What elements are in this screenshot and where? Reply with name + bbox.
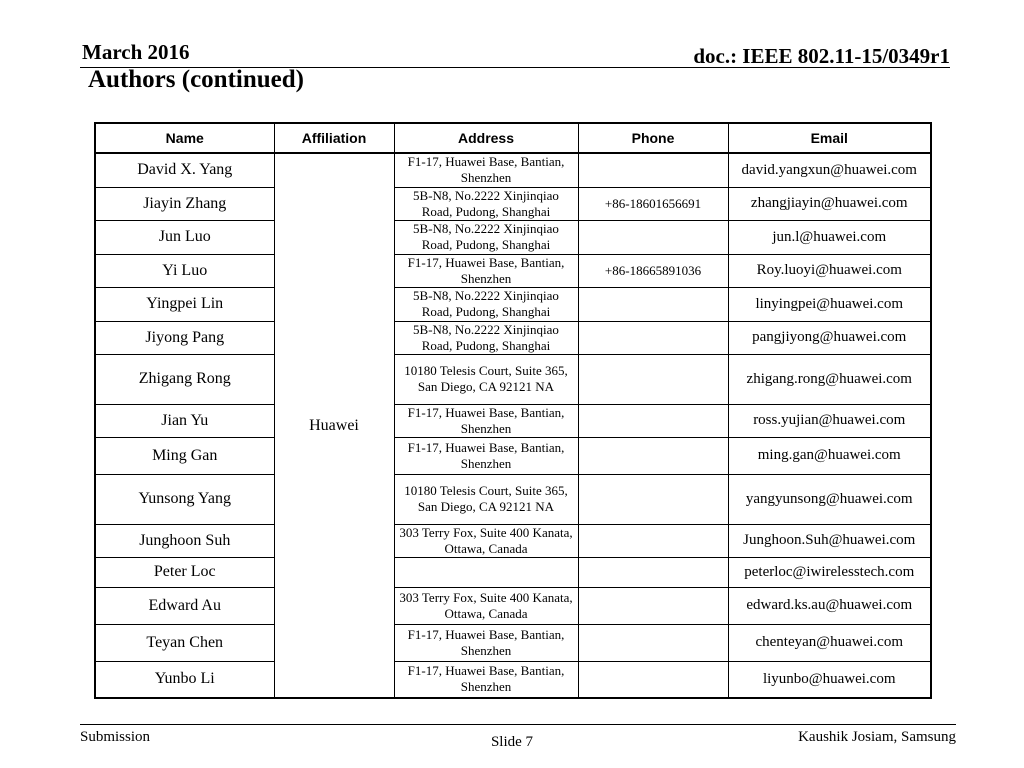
author-name: Jiayin Zhang [95, 187, 274, 220]
table-row [95, 474, 931, 524]
author-email: david.yangxun@huawei.com [728, 153, 931, 187]
table-row [95, 404, 931, 437]
affiliation-cell: Huawei [274, 153, 394, 698]
footer-divider [80, 724, 956, 725]
author-address: 303 Terry Fox, Suite 400 Kanata, Ottawa, Canada [394, 524, 578, 557]
author-name: Jun Luo [95, 220, 274, 254]
author-address: 5B-N8, No.2222 Xinjinqiao Road, Pudong, Shanghai [394, 287, 578, 321]
authors-table [94, 122, 932, 699]
author-phone [578, 524, 728, 557]
column-header-address: Address [394, 123, 578, 153]
author-email: Roy.luoyi@huawei.com [728, 254, 931, 287]
table-header-row [95, 123, 931, 153]
author-email: pangjiyong@huawei.com [728, 321, 931, 354]
table-row [95, 321, 931, 354]
author-email: Junghoon.Suh@huawei.com [728, 524, 931, 557]
table-row [95, 254, 931, 287]
table-row [95, 287, 931, 321]
author-phone [578, 153, 728, 187]
author-email: jun.l@huawei.com [728, 220, 931, 254]
footer-author: Kaushik Josiam, Samsung [798, 729, 956, 745]
table-row [95, 557, 931, 587]
header-doc-id: doc.: IEEE 802.11-15/0349r1 [693, 44, 950, 68]
author-phone [578, 661, 728, 698]
table-row [95, 354, 931, 404]
author-phone [578, 404, 728, 437]
author-phone: +86-18601656691 [578, 187, 728, 220]
author-email: liyunbo@huawei.com [728, 661, 931, 698]
author-name: Peter Loc [95, 557, 274, 587]
author-name: Ming Gan [95, 437, 274, 474]
author-name: Jiyong Pang [95, 321, 274, 354]
author-email: zhangjiayin@huawei.com [728, 187, 931, 220]
author-phone [578, 624, 728, 661]
author-email: peterloc@iwirelesstech.com [728, 557, 931, 587]
author-email: ross.yujian@huawei.com [728, 404, 931, 437]
author-phone [578, 474, 728, 524]
slide-title: Authors (continued) [88, 66, 304, 93]
author-phone [578, 557, 728, 587]
author-address [394, 557, 578, 587]
author-address: F1-17, Huawei Base, Bantian, Shenzhen [394, 624, 578, 661]
column-header-name: Name [95, 123, 274, 153]
author-email: linyingpei@huawei.com [728, 287, 931, 321]
author-name: Junghoon Suh [95, 524, 274, 557]
author-name: Yi Luo [95, 254, 274, 287]
author-phone: +86-18665891036 [578, 254, 728, 287]
table-row [95, 624, 931, 661]
column-header-affiliation: Affiliation [274, 123, 394, 153]
author-phone [578, 354, 728, 404]
table-row [95, 220, 931, 254]
author-address: 303 Terry Fox, Suite 400 Kanata, Ottawa, Canada [394, 587, 578, 624]
author-address: 5B-N8, No.2222 Xinjinqiao Road, Pudong, Shanghai [394, 187, 578, 220]
table-row [95, 437, 931, 474]
author-email: chenteyan@huawei.com [728, 624, 931, 661]
author-address: F1-17, Huawei Base, Bantian, Shenzhen [394, 661, 578, 698]
author-address: 10180 Telesis Court, Suite 365, San Diego, CA 92121 NA [394, 474, 578, 524]
footer-slide-number: Slide 7 [490, 734, 534, 750]
author-address: F1-17, Huawei Base, Bantian, Shenzhen [394, 404, 578, 437]
author-name: Yunbo Li [95, 661, 274, 698]
author-name: Jian Yu [95, 404, 274, 437]
author-name: Yunsong Yang [95, 474, 274, 524]
table-row [95, 187, 931, 220]
author-phone [578, 321, 728, 354]
table-body [95, 153, 931, 698]
author-name: Edward Au [95, 587, 274, 624]
table-row [95, 524, 931, 557]
author-address: 10180 Telesis Court, Suite 365, San Diego, CA 92121 NA [394, 354, 578, 404]
author-email: yangyunsong@huawei.com [728, 474, 931, 524]
column-header-phone: Phone [578, 123, 728, 153]
author-phone [578, 287, 728, 321]
footer-submission: Submission [80, 729, 151, 745]
author-address: F1-17, Huawei Base, Bantian, Shenzhen [394, 437, 578, 474]
author-name: Teyan Chen [95, 624, 274, 661]
author-email: zhigang.rong@huawei.com [728, 354, 931, 404]
author-address: 5B-N8, No.2222 Xinjinqiao Road, Pudong, Shanghai [394, 220, 578, 254]
table-row [95, 153, 931, 187]
author-email: edward.ks.au@huawei.com [728, 587, 931, 624]
table-row [95, 587, 931, 624]
author-phone [578, 437, 728, 474]
author-name: Yingpei Lin [95, 287, 274, 321]
author-name: David X. Yang [95, 153, 274, 187]
author-address: 5B-N8, No.2222 Xinjinqiao Road, Pudong, Shanghai [394, 321, 578, 354]
header-date: March 2016 [82, 40, 190, 64]
author-name: Zhigang Rong [95, 354, 274, 404]
author-phone [578, 220, 728, 254]
table-row [95, 661, 931, 698]
author-phone [578, 587, 728, 624]
author-address: F1-17, Huawei Base, Bantian, Shenzhen [394, 153, 578, 187]
column-header-email: Email [728, 123, 931, 153]
author-address: F1-17, Huawei Base, Bantian, Shenzhen [394, 254, 578, 287]
author-email: ming.gan@huawei.com [728, 437, 931, 474]
